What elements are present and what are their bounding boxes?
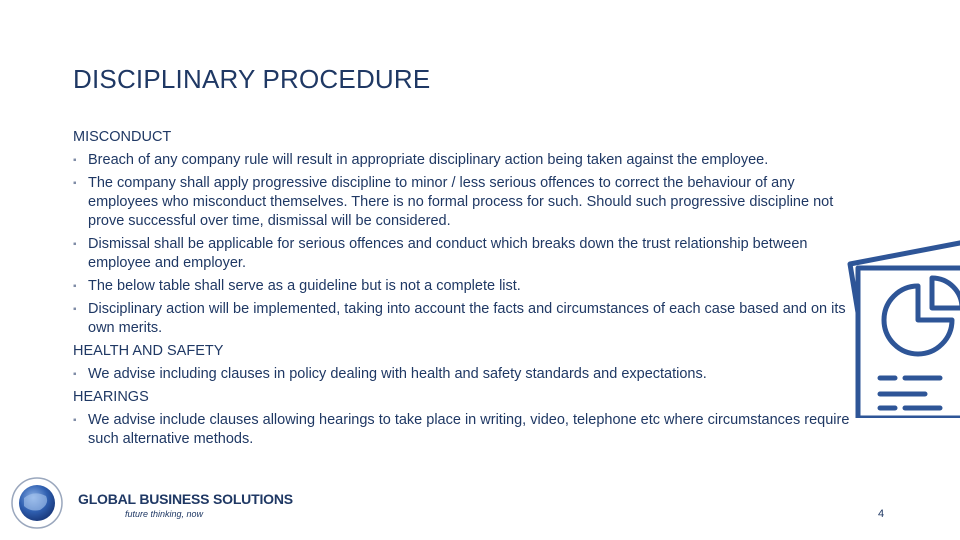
bullet-item <box>73 365 863 384</box>
section-heading: HEARINGS <box>73 389 149 405</box>
bullet-text: Breach of any company rule will result in appropriate disciplinary action being taken against the employee. <box>88 152 769 168</box>
logo-tagline: future thinking, now <box>125 509 204 519</box>
bullet-text: The company shall apply progressive discipline to minor / less serious offences to correct the behaviour of any employees who misconduct themselves. There is no formal process for such. Should such progressive discipline not prove successful over time, dismissal will be considered. <box>88 175 834 229</box>
section-misconduct <box>73 128 863 338</box>
globe-logo-icon <box>10 476 64 530</box>
bullet-item <box>73 277 863 296</box>
section-health-and-safety <box>73 342 863 384</box>
bullet-text: We advise including clauses in policy dealing with health and safety standards and expectations. <box>88 366 707 382</box>
bullet-text: The below table shall serve as a guideline but is not a complete list. <box>88 278 521 294</box>
bullet-marker: ▪ <box>73 281 77 292</box>
report-document-icon <box>840 238 960 418</box>
bullet-list <box>73 151 863 338</box>
bullet-marker: ▪ <box>73 415 77 426</box>
bullet-text: We advise include clauses allowing hearings to take place in writing, video, telephone etc where circumstances require such alternative methods. <box>88 412 850 447</box>
bullet-marker: ▪ <box>73 304 77 315</box>
bullet-text: Disciplinary action will be implemented, taking into account the facts and circumstances of each case based and on its own merits. <box>88 301 846 336</box>
bullet-marker: ▪ <box>73 155 77 166</box>
section-heading: HEALTH AND SAFETY <box>73 343 224 359</box>
bullet-marker: ▪ <box>73 178 77 189</box>
logo-name: GLOBAL BUSINESS SOLUTIONS <box>78 491 293 507</box>
slide-title: DISCIPLINARY PROCEDURE <box>73 64 431 94</box>
bullet-list <box>73 365 863 384</box>
bullet-marker: ▪ <box>73 239 77 250</box>
section-heading: MISCONDUCT <box>73 129 172 145</box>
bullet-item <box>73 300 863 338</box>
bullet-item <box>73 151 863 170</box>
bullet-item <box>73 235 863 273</box>
bullet-list <box>73 411 863 449</box>
company-logo <box>10 476 293 532</box>
bullet-item <box>73 411 863 449</box>
bullet-item <box>73 174 863 231</box>
slide-content <box>73 126 863 453</box>
section-hearings <box>73 388 863 449</box>
bullet-text: Dismissal shall be applicable for serious offences and conduct which breaks down the trust relationship between employee and employer. <box>88 236 808 271</box>
page-number: 4 <box>878 508 885 520</box>
bullet-marker: ▪ <box>73 369 77 380</box>
